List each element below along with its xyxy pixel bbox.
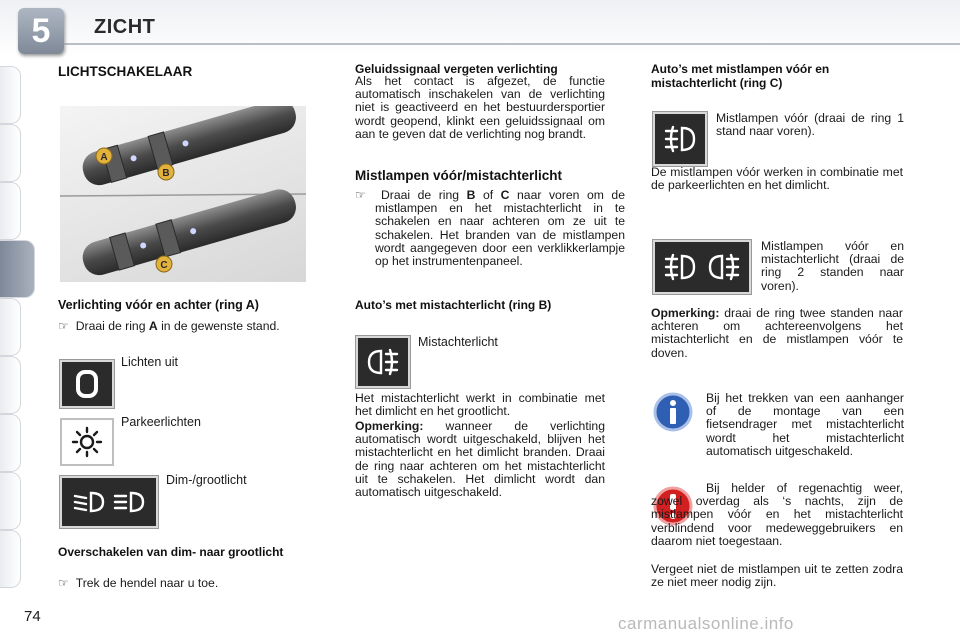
chapter-title: ZICHT — [94, 16, 156, 38]
rear-fog-light-label: Mistachterlicht — [418, 335, 498, 349]
trailer-info-text: Bij het trekken van een aanhanger of de montage van een fietsendrager met mistachterlicht wordt het mistachterlicht automatisch uitgeschakeld. — [706, 391, 904, 458]
front-and-rear-fog-label: Mistlampen vóór en mistachterlicht (draai de ring 2 standen naar voren). — [761, 239, 904, 293]
chapter-tab-7[interactable] — [0, 414, 21, 472]
chapter-tab-8[interactable] — [0, 472, 21, 530]
rear-fog-note-label: Opmerking: — [355, 419, 424, 433]
ring-a-text-pre: Draai de ring — [75, 319, 149, 333]
ring-a-instruction: ☞ Draai de ring A in de gewenste stand. — [58, 319, 280, 333]
figure-label-a: A — [100, 152, 108, 163]
chapter-tab-3[interactable] — [0, 182, 21, 240]
page-number: 74 — [24, 608, 41, 625]
front-fog-light-label: Mistlampen vóór (draai de ring 1 stand naar voren). — [716, 111, 904, 139]
dipped-main-beam-label: Dim-/grootlicht — [166, 473, 247, 487]
rear-fog-light-text: Het mistachterlicht werkt in combinatie met het dimlicht en het grootlicht. — [355, 391, 605, 419]
switch-beam-text: Trek de hendel naar u toe. — [75, 576, 219, 590]
fog-lights-instruction: ☞ Draai de ring B of C naar voren om de mistlampen en het mistachterlicht in te schakelen en naar achteren om ze uit te schakelen. Het branden van de mistlampen wordt aangegeven door een verklikkerlampje op het instrumentenpaneel. — [355, 188, 625, 269]
ring-a-text-bold: A — [148, 319, 158, 333]
ring-c-note — [651, 307, 903, 360]
section-title: LICHTSCHAKELAAR — [58, 64, 193, 79]
light-switch-photo — [60, 106, 306, 282]
switch-beam-instruction: ☞ Trek de hendel naar u toe. — [58, 576, 219, 590]
stalk-illustration — [60, 106, 306, 282]
chapter-number-badge: 5 — [18, 8, 64, 54]
chapter-tab-9[interactable] — [0, 530, 21, 588]
ring-c-note-label: Opmerking: — [651, 306, 720, 320]
reminder-title: Geluidssignaal vergeten verlichting — [355, 62, 558, 76]
front-and-rear-fog-icon — [653, 240, 751, 294]
front-fog-light-icon — [653, 112, 707, 166]
chapter-tab-5[interactable] — [0, 298, 21, 356]
switch-beam-title: Overschakelen van dim- naar grootlicht — [58, 545, 284, 559]
parking-lights-label: Parkeerlichten — [121, 415, 201, 429]
fog-text-3: naar voren om de mistlampen en het mistachterlicht in te schakelen en naar achteren om ze uit te schakelen. Het branden van de mistlampen wordt aangegeven door een verklikkerlampje op het instrumentenpaneel. — [375, 188, 625, 269]
fog-lights-title: Mistlampen vóór/mistachterlicht — [355, 168, 563, 183]
chapter-tab-6[interactable] — [0, 356, 21, 414]
figure-label-b: B — [162, 168, 170, 179]
ring-a-title: Verlichting vóór en achter (ring A) — [58, 298, 259, 312]
fog-text-ring-b: B — [466, 188, 476, 202]
fog-switch-off-text: Vergeet niet de mistlampen uit te zetten zodra ze niet meer nodig zijn. — [651, 562, 903, 590]
fog-warning-text: Bij helder of regenachtig weer, zowel overdag als ‘s nachts, zijn de mistlampen vóór en het mistachterlicht verblindend voor medeweggebruikers en daarom niet toegestaan. — [651, 481, 903, 548]
figure-label-c: C — [160, 260, 168, 271]
chapter-tab-1[interactable] — [0, 66, 21, 124]
fog-text-1: Draai de ring — [381, 188, 467, 202]
parking-lights-icon — [60, 418, 114, 466]
rear-fog-note — [355, 420, 605, 499]
ring-c-title: Auto’s met mistlampen vóór en mistachterlicht (ring C) — [651, 62, 830, 90]
lights-off-label: Lichten uit — [121, 355, 178, 369]
fog-text-2: of — [475, 188, 501, 202]
rear-fog-note-text: wanneer de verlichting automatisch wordt uitgeschakeld, blijven het mistachterlicht en het dimlicht branden. Draai de ring naar achteren om het mistachterlicht uit te schakelen. Het dimlicht wordt dan automatisch uitgeschakeld. — [355, 419, 605, 500]
watermark: carmanualsonline.info — [618, 614, 794, 633]
ring-b-title: Auto’s met mistachterlicht (ring B) — [355, 298, 552, 312]
rear-fog-light-icon — [356, 336, 410, 388]
lights-off-icon — [60, 360, 114, 408]
chapter-tab-4-active[interactable] — [0, 240, 35, 298]
ring-c-note-text: draai de ring twee standen naar achteren om achtereenvolgens het mistachterlicht en de mistlampen vóór te doven. — [651, 306, 903, 360]
reminder-text: Als het contact is afgezet, de functie automatisch inschakelen van de verlichting niet is geactiveerd en het bestuurdersportier wordt geopend, klinkt een geluidssignaal om aan te geven dat de verlichting nog brandt. — [355, 74, 605, 141]
fog-text-ring-c: C — [500, 188, 510, 202]
chapter-tab-2[interactable] — [0, 124, 21, 182]
ring-a-text-post: in de gewenste stand. — [157, 319, 280, 333]
info-icon — [651, 390, 695, 434]
dipped-main-beam-icon — [60, 476, 158, 528]
header-divider — [60, 43, 960, 45]
front-fog-light-text: De mistlampen vóór werken in combinatie met de parkeerlichten en het dimlicht. — [651, 165, 903, 193]
